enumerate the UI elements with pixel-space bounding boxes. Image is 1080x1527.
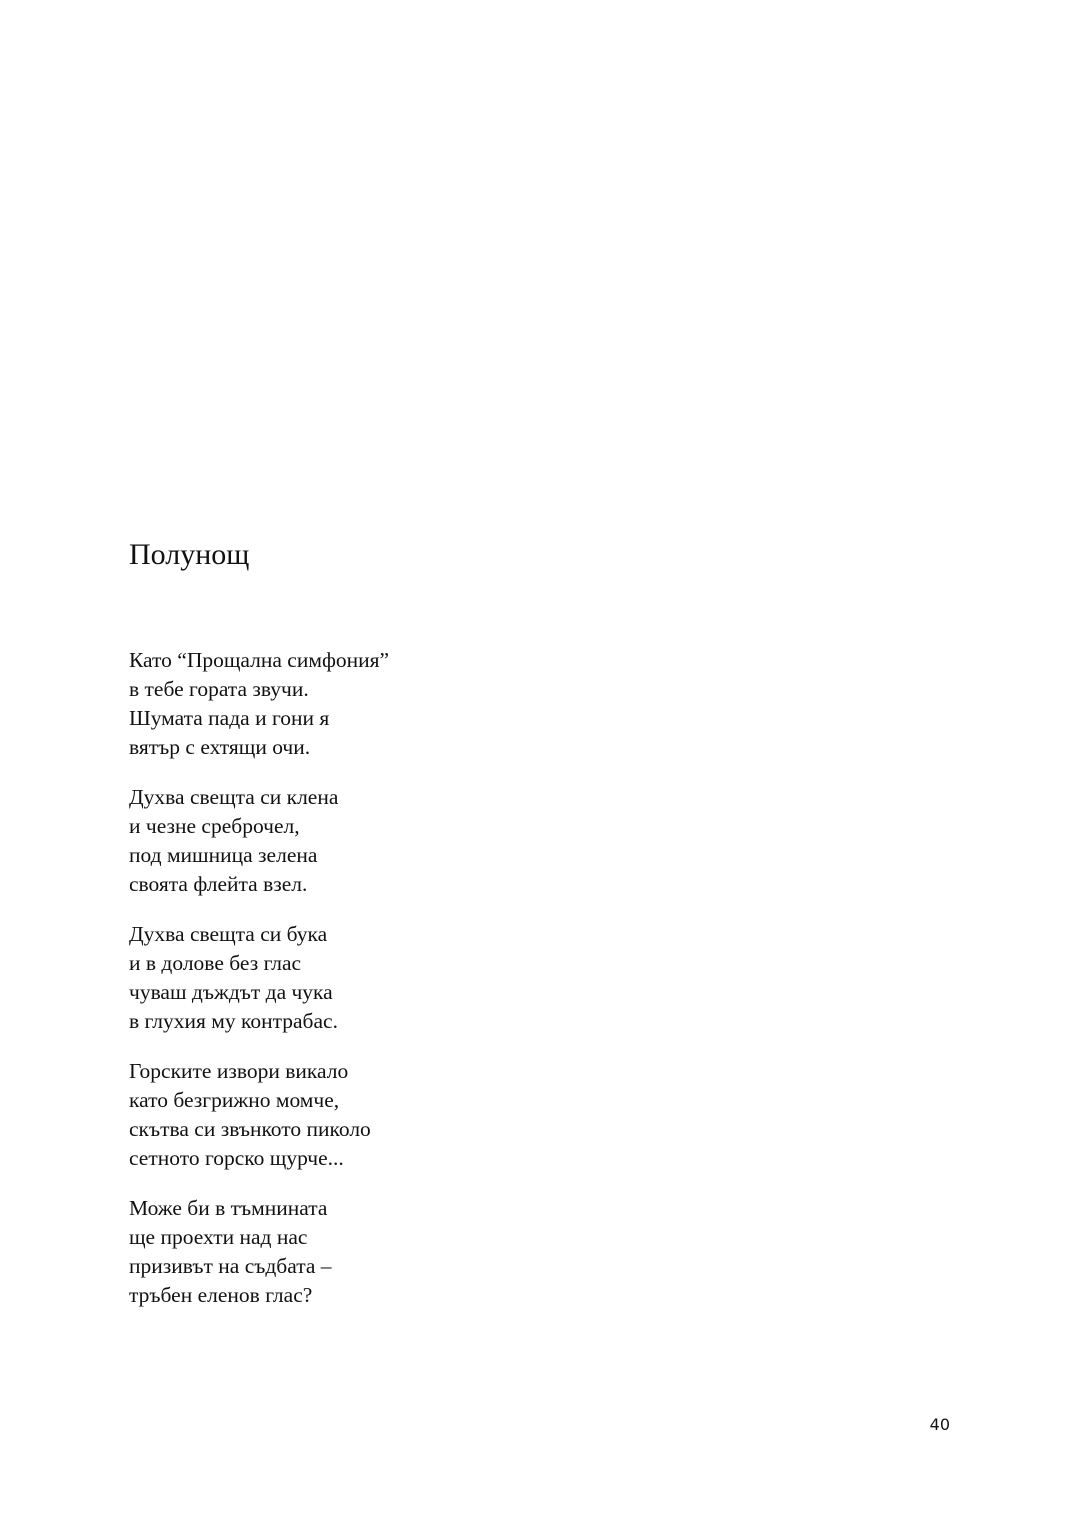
- poem-line: като безгрижно момче,: [129, 1088, 340, 1112]
- poem-line: своята флейта взел.: [129, 872, 308, 896]
- stanza: [129, 1057, 389, 1173]
- poem-title: Полунощ: [129, 538, 250, 571]
- poem-line: чуваш дъждът да чука: [129, 980, 333, 1004]
- poem-line: скътва си звънкото пиколо: [129, 1117, 371, 1141]
- poem-line: под мишница зелена: [129, 843, 318, 867]
- poem-line: Духва свещта си клена: [129, 785, 339, 809]
- poem-line: и в долове без глас: [129, 951, 302, 975]
- poem-line: в глухия му контрабас.: [129, 1009, 338, 1033]
- poem-line: тръбен еленов глас?: [129, 1283, 313, 1307]
- poem-line: Шумата пада и гони я: [129, 706, 330, 730]
- stanza: [129, 920, 389, 1036]
- page-number: 40: [929, 1415, 950, 1434]
- stanza: [129, 783, 389, 899]
- poem-line: Горските извори викало: [129, 1059, 349, 1083]
- poem-line: Духва свещта си бука: [129, 922, 328, 946]
- poem-line: сетното горско щурче...: [129, 1146, 344, 1170]
- poem-line: вятър с ехтящи очи.: [129, 735, 311, 759]
- poem-body: [129, 646, 389, 1331]
- poem-line: Може би в тъмнината: [129, 1196, 328, 1220]
- poem-line: призивът на съдбата –: [129, 1254, 332, 1278]
- poem-line: Като “Прощална симфония”: [129, 648, 390, 672]
- poem-line: ще проехти над нас: [129, 1225, 308, 1249]
- stanza: [129, 1194, 389, 1310]
- poem-line: и чезне среброчел,: [129, 814, 300, 838]
- stanza: [129, 646, 389, 762]
- poem-line: в тебе гората звучи.: [129, 677, 309, 701]
